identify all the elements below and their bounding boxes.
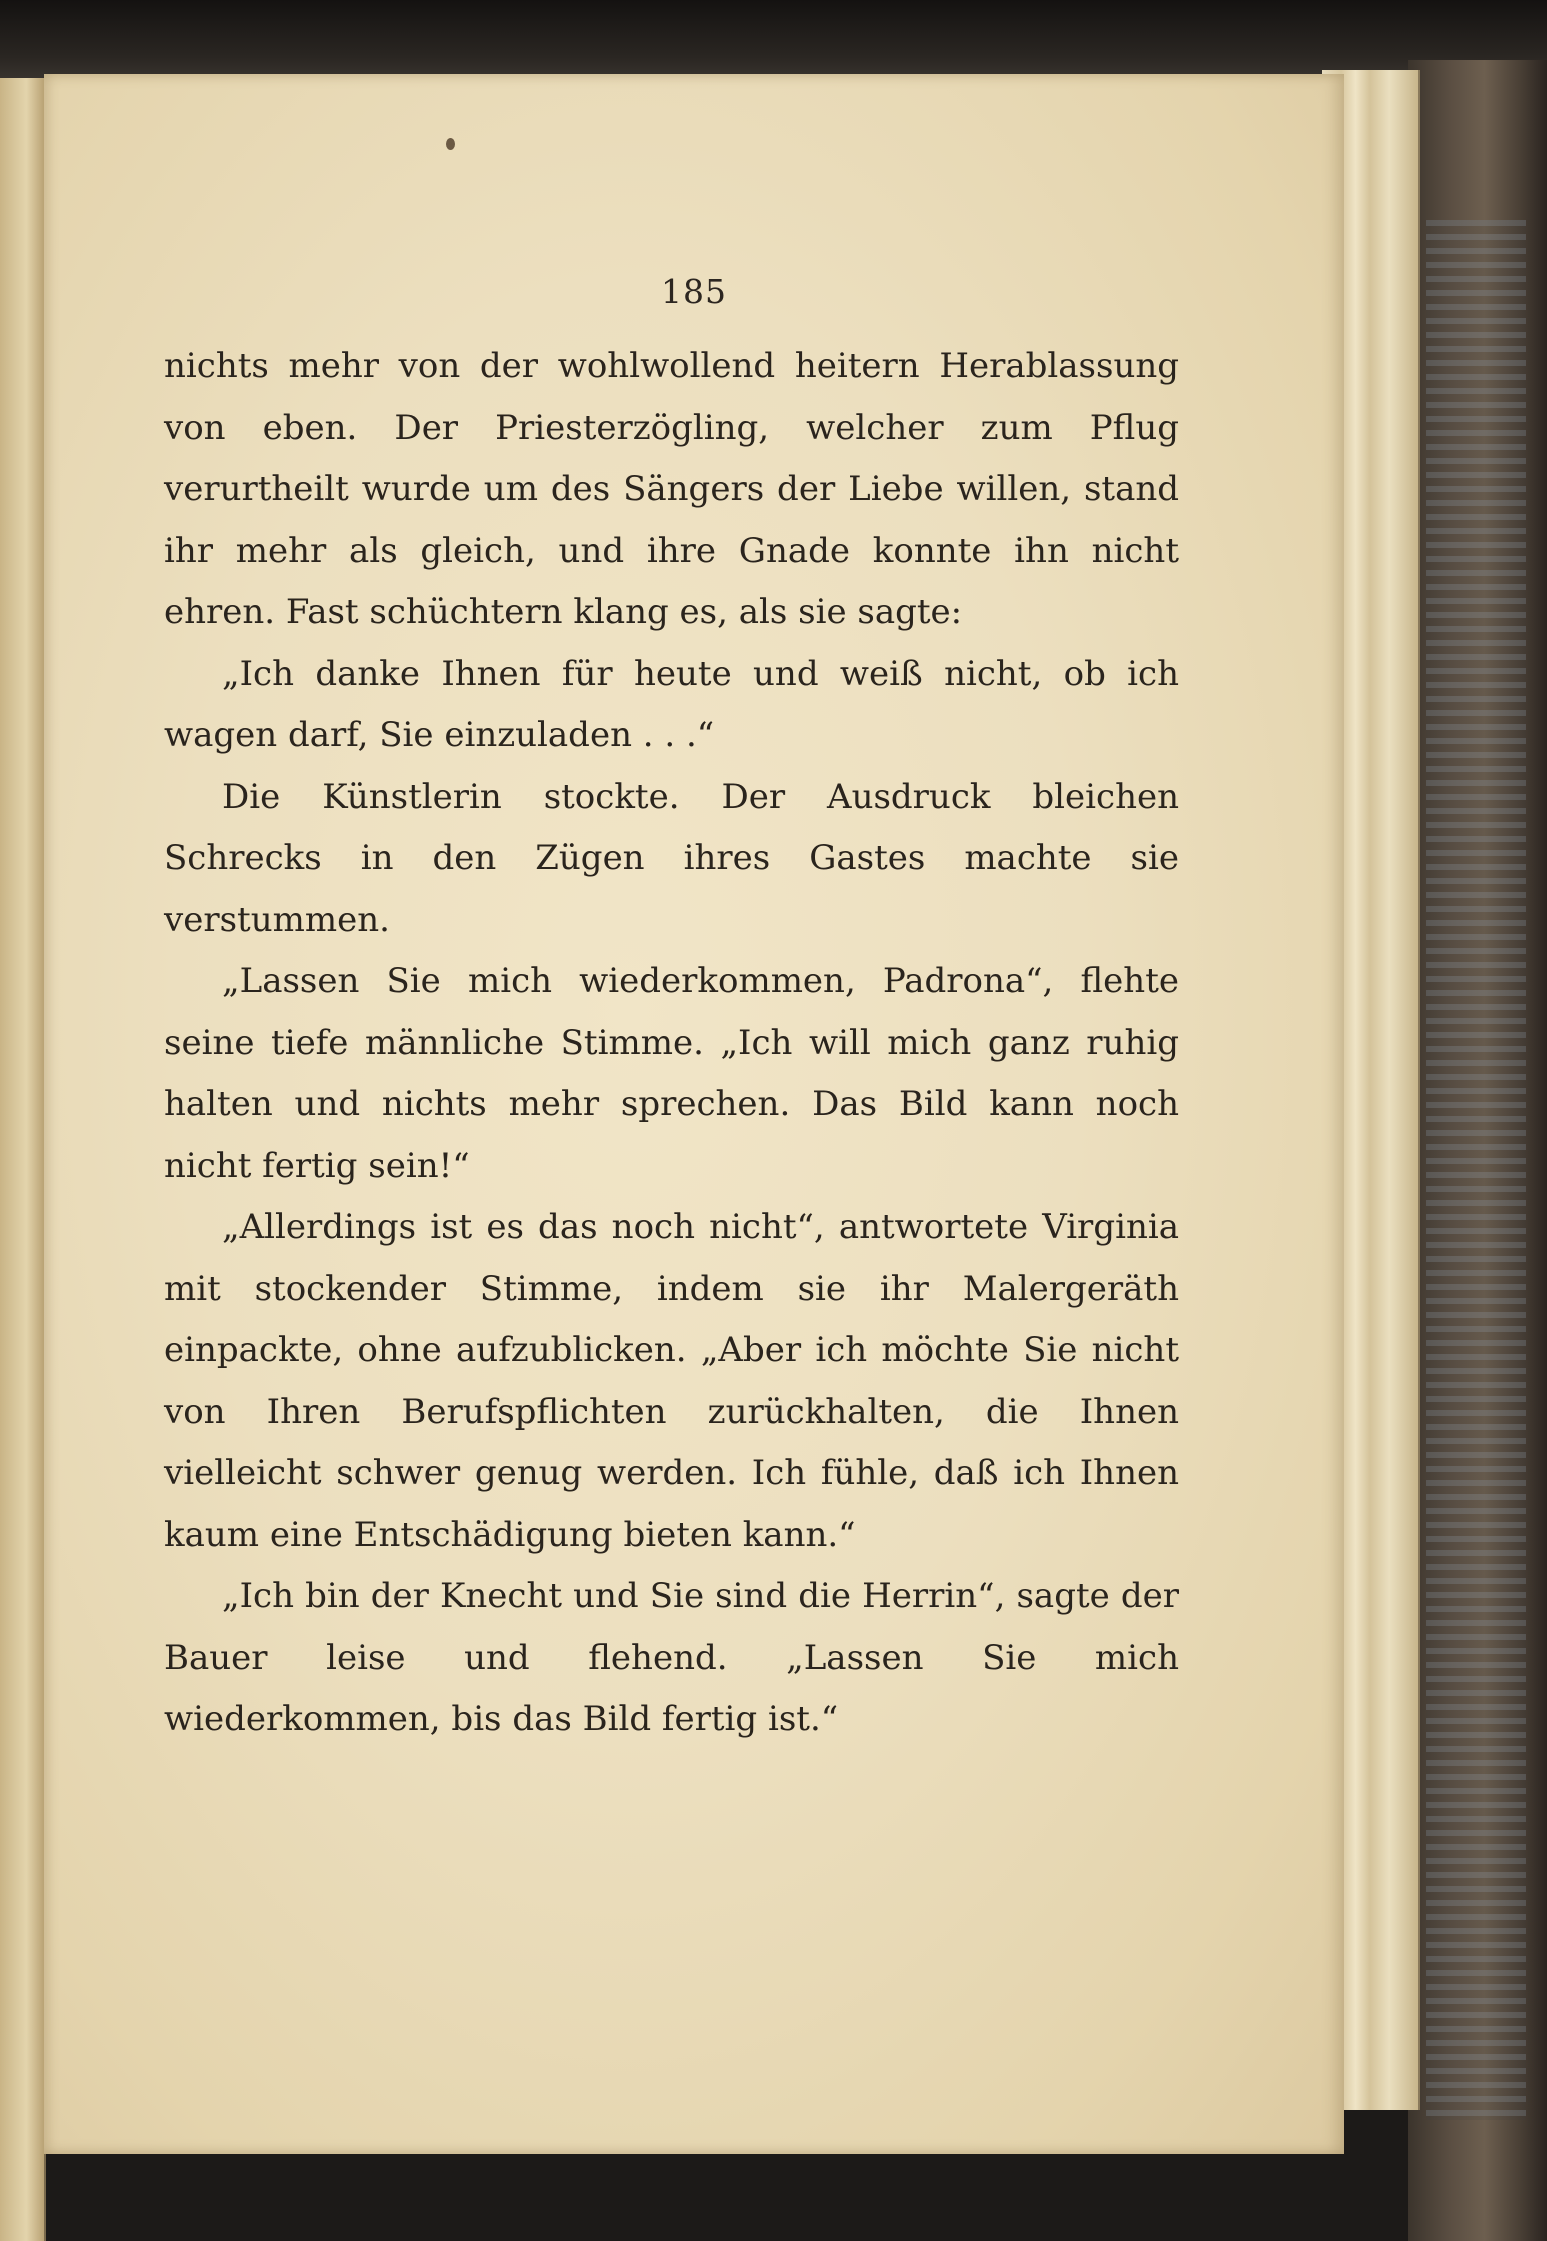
paragraph: „Ich danke Ihnen für heute und weiß nicht, ob ich wagen darf, Sie einzuladen . . .“ [164,653,1179,755]
book-top-board [0,0,1547,82]
paragraph: „Lassen Sie mich wiederkommen, Padrona“, flehte seine tiefe männliche Stimme. „Ich will mich ganz ruhig halten und nichts mehr sprechen. Das Bild kann noch nicht fertig sein!“ [164,961,1179,1186]
facing-page-edge [0,78,46,2241]
paragraph: Die Künstlerin stockte. Der Ausdruck bleichen Schrecks in den Zügen ihres Gastes machte sie verstummen. [164,776,1179,940]
body-text [164,336,1179,1751]
book-cover-edge [1408,60,1547,2241]
page-number: 185 [661,272,727,311]
book-page [44,74,1344,2154]
paragraph: „Allerdings ist es das noch nicht“, antwortete Virginia mit stockender Stimme, indem sie ihr Malergeräth einpackte, ohne aufzublicken. „Aber ich möchte Sie nicht von Ihren Berufspflichten zurückhalten, die Ihnen vielleicht schwer genug werden. Ich fühle, daß ich Ihnen kaum eine Entschädigung bieten kann.“ [164,1207,1179,1555]
paragraph: nichts mehr von der wohlwollend heitern Herablassung von eben. Der Priesterzögling, welcher zum Pflug verurtheilt wurde um des Sängers der Liebe willen, stand ihr mehr als gleich, und ihre Gnade konnte ihn nicht ehren. Fast schüchtern klang es, als sie sagte: [164,346,1179,632]
ink-speck [446,138,455,150]
paragraph: „Ich bin der Knecht und Sie sind die Herrin“, sagte der Bauer leise und flehend. „Lassen Sie mich wiederkommen, bis das Bild fertig ist.“ [164,1576,1179,1739]
